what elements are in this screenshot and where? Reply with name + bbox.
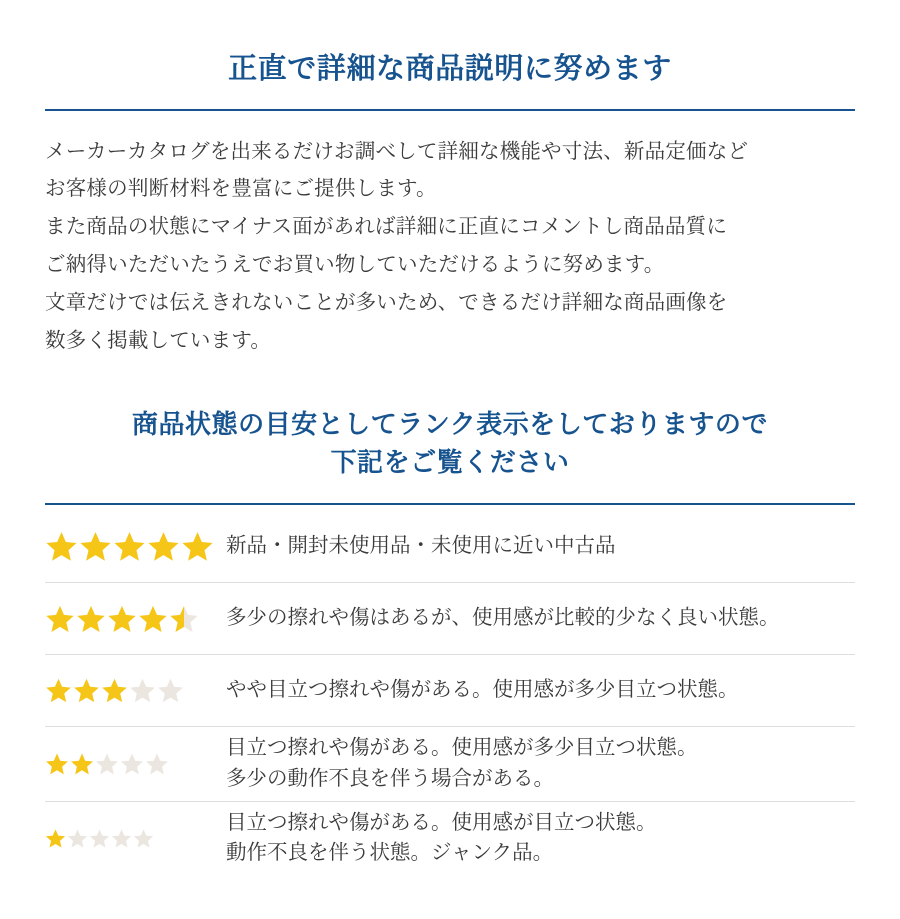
star-icon: [73, 677, 100, 704]
star-icon: [138, 604, 168, 634]
star-icon: [70, 752, 94, 776]
intro-line-1: メーカーカタログを出来るだけお調べして詳細な機能や寸法、新品定価など: [45, 139, 749, 163]
intro-line-3: また商品の状態にマイナス面があれば詳細に正直にコメントし商品品質に: [45, 215, 728, 239]
rating-stars-3: [45, 677, 220, 704]
star-icon: [129, 677, 156, 704]
star-icon: [107, 604, 137, 634]
rank-description: [220, 675, 855, 706]
star-icon: [147, 530, 180, 563]
rank-title-line-2: 下記をご覧ください: [330, 446, 570, 477]
rank-row: [45, 583, 855, 655]
rank-list: [45, 511, 855, 875]
star-icon: [45, 828, 66, 849]
star-icon: [120, 752, 144, 776]
rank-desc-line: 目立つ擦れや傷がある。使用感が多少目立つ状態。: [226, 736, 698, 760]
star-icon: [157, 677, 184, 704]
rating-stars-2: [45, 752, 220, 776]
star-icon: [145, 752, 169, 776]
star-icon: [45, 677, 72, 704]
rank-row: [45, 511, 855, 583]
rating-stars-4-5: [45, 604, 220, 634]
intro-line-4: ご納得いただいたうえでお買い物していただけるように努めます。: [45, 253, 665, 277]
star-icon: [101, 677, 128, 704]
star-icon: [113, 530, 146, 563]
star-icon: [133, 828, 154, 849]
star-icon: [45, 604, 75, 634]
star-icon: [79, 530, 112, 563]
rank-row: [45, 655, 855, 727]
product-condition-notice: [0, 19, 900, 919]
star-icon: [89, 828, 110, 849]
intro-line-2: お客様の判断材料を豊富にご提供します。: [45, 177, 437, 201]
rank-desc-line: 新品・開封未使用品・未使用に近い中古品: [226, 534, 616, 558]
rank-row: [45, 802, 855, 876]
rating-stars-5: [45, 530, 220, 563]
rating-stars-1: [45, 828, 220, 849]
rank-title-line-1: 商品状態の目安としてランク表示をしておりますので: [132, 409, 768, 440]
star-icon: [76, 604, 106, 634]
star-icon: [45, 530, 78, 563]
rank-desc-line: 目立つ擦れや傷がある。使用感が目立つ状態。: [226, 810, 657, 834]
star-icon: [67, 828, 88, 849]
star-icon: [181, 530, 214, 563]
rank-desc-line: 動作不良を伴う状態。ジャンク品。: [226, 841, 554, 865]
page-title: 正直で詳細な商品説明に努めます: [228, 53, 672, 86]
rank-desc-line: 多少の擦れや傷はあるが、使用感が比較的少なく良い状態。: [226, 606, 780, 630]
star-icon: [111, 828, 132, 849]
star-icon: [95, 752, 119, 776]
rank-desc-line: 多少の動作不良を伴う場合がある。: [226, 766, 554, 790]
rank-section-title: [45, 406, 855, 481]
intro-paragraph: [45, 133, 855, 361]
rank-description: [220, 531, 855, 562]
star-icon: [169, 604, 199, 634]
star-icon: [45, 752, 69, 776]
intro-line-6: 数多く掲載しています。: [45, 329, 272, 353]
rank-desc-line: やや目立つ擦れや傷がある。使用感が多少目立つ状態。: [226, 678, 739, 702]
intro-line-5: 文章だけでは伝えきれないことが多いため、できるだけ詳細な商品画像を: [45, 291, 728, 315]
rank-description: [220, 733, 855, 795]
rank-title-divider: [45, 503, 855, 505]
rank-description: [220, 808, 855, 870]
rank-row: [45, 727, 855, 802]
title-divider: [45, 109, 855, 111]
rank-description: [220, 603, 855, 634]
